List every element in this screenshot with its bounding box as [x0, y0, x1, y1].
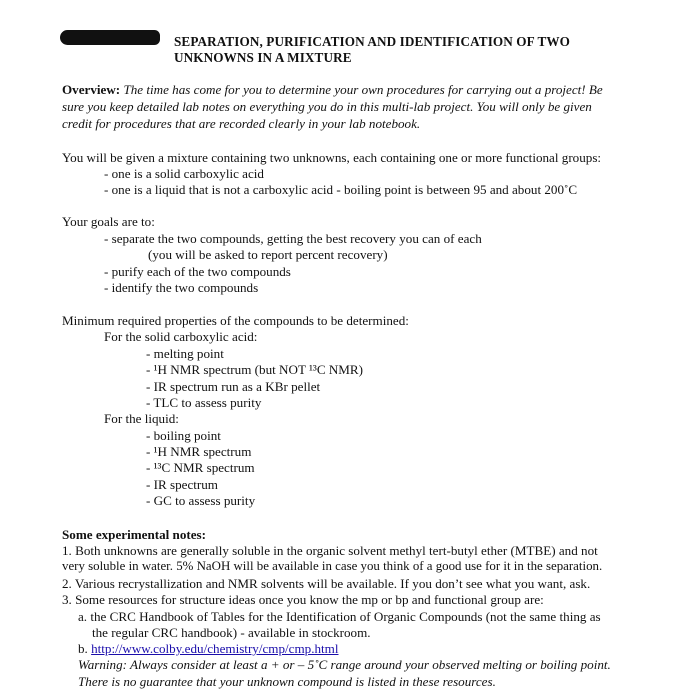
solid-item: - IR spectrum run as a KBr pellet	[146, 379, 321, 394]
solid-item: - melting point	[146, 346, 224, 361]
overview-line-2: sure you keep detailed lab notes on everything you do in this multi-lab project. You will only be given	[62, 99, 592, 114]
goals-item-3: - identify the two compounds	[104, 280, 259, 295]
liquid-label: For the liquid:	[104, 411, 179, 426]
mixture-item-2: - one is a liquid that is not a carboxylic acid - boiling point is between 95 and about 200˚C	[104, 182, 578, 197]
note-1-line-1: 1. Both unknowns are generally soluble in the organic solvent methyl tert-butyl ether (MTBE) and not	[62, 543, 598, 558]
note-2: 2. Various recrystallization and NMR solvents will be available. If you don’t see what you want, ask.	[62, 576, 591, 591]
mixture-item-1: - one is a solid carboxylic acid	[104, 166, 264, 181]
solid-item: - TLC to assess purity	[146, 395, 262, 410]
liquid-item: - IR spectrum	[146, 477, 218, 492]
overview-line-3: credit for procedures that are recorded clearly in your lab notebook.	[62, 116, 421, 131]
goals-item-1: - separate the two compounds, getting the best recovery you can of each	[104, 231, 482, 246]
note-1-line-2: very soluble in water. 5% NaOH will be available in case you think of a good use for it in the separation.	[62, 559, 603, 573]
goals-item-2: - purify each of the two compounds	[104, 264, 291, 279]
solid-item: - ¹H NMR spectrum (but NOT ¹³C NMR)	[146, 362, 364, 377]
liquid-item: - GC to assess purity	[146, 493, 256, 508]
warning-line-1: Warning: Always consider at least a + or – 5˚C range around your observed melting or boiling point.	[78, 657, 611, 672]
note-3: 3. Some resources for structure ideas once you know the mp or bp and functional group are:	[62, 592, 544, 607]
liquid-item: - boiling point	[146, 428, 221, 443]
note-3b	[78, 641, 339, 657]
note-3b-prefix: b.	[78, 641, 92, 656]
warning-line-2: There is no guarantee that your unknown compound is listed in these resources.	[78, 674, 496, 689]
solid-label: For the solid carboxylic acid:	[104, 329, 258, 344]
goals-item-1-cont: (you will be asked to report percent recovery)	[148, 247, 388, 262]
liquid-item: - ¹H NMR spectrum	[146, 444, 252, 459]
overview-line-1	[62, 82, 603, 98]
redacted-mark	[60, 30, 160, 45]
overview-text-1: The time has come for you to determine your own procedures for carrying out a project! Be	[123, 82, 603, 97]
page-title-line-1: SEPARATION, PURIFICATION AND IDENTIFICATION OF TWO	[174, 34, 571, 49]
goals-intro: Your goals are to:	[62, 214, 155, 229]
liquid-item: - ¹³C NMR spectrum	[146, 460, 255, 475]
properties-intro: Minimum required properties of the compounds to be determined:	[62, 313, 409, 328]
notes-heading: Some experimental notes:	[62, 527, 206, 542]
page-title-line-2: UNKNOWNS IN A MIXTURE	[174, 50, 352, 65]
note-3a-line-2: the regular CRC handbook) - available in stockroom.	[92, 625, 371, 640]
overview-label: Overview:	[62, 82, 121, 97]
mixture-intro: You will be given a mixture containing two unknowns, each containing one or more functional groups:	[62, 150, 602, 165]
note-3a-line-1: a. the CRC Handbook of Tables for the Identification of Organic Compounds (not the same thing as	[78, 609, 601, 624]
colby-cmp-link[interactable]: http://www.colby.edu/chemistry/cmp/cmp.html	[91, 641, 339, 656]
